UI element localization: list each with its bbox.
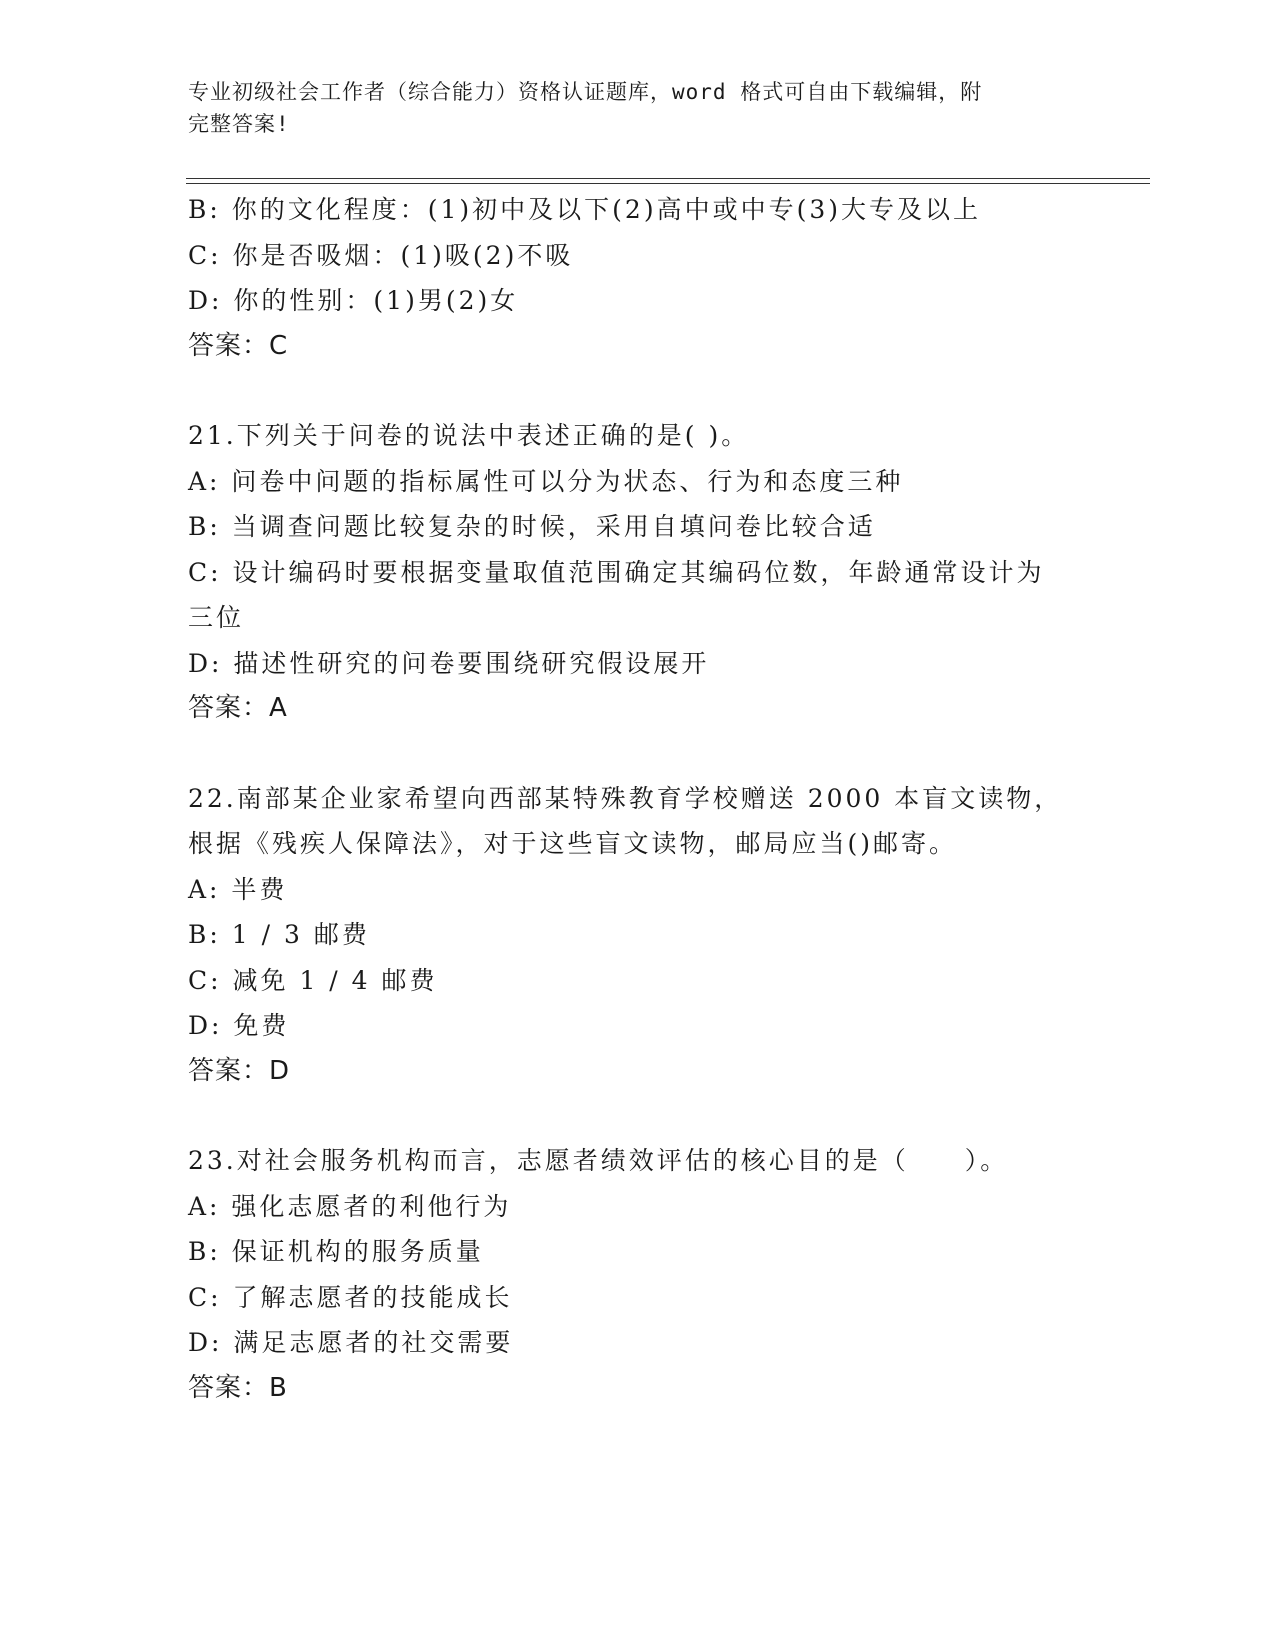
option-c: C: 设计编码时要根据变量取值范围确定其编码位数，年龄通常设计为 [188,557,1045,587]
option-d: D: 描述性研究的问卷要围绕研究假设展开 [188,648,710,678]
spacer [188,369,1088,413]
spacer [188,1094,1088,1138]
option-c-continued: 三位 [188,603,245,632]
question-block-21 [188,413,1088,732]
option-b: B: 1 / 3 邮费 [188,920,370,949]
option-a: A: 强化志愿者的利他行为 [188,1191,512,1221]
option-c: C: 了解志愿者的技能成长 [188,1282,513,1312]
option-d: D: 满足志愿者的社交需要 [188,1328,514,1357]
question-stem: 21.下列关于问卷的说法中表述正确的是( )。 [188,421,750,450]
option-d: D: 免费 [188,1011,290,1040]
answer-line: 答案：C [188,330,289,361]
option-b: B: 保证机构的服务质量 [188,1237,484,1266]
document-header [188,76,1068,140]
header-line-2: 完整答案! [188,112,290,136]
question-block-23 [188,1138,1088,1411]
question-list [188,187,1088,1411]
answer-line: 答案：A [188,693,288,723]
option-c: C: 减免 1 / 4 邮费 [188,965,438,995]
header-rule-top [186,178,1150,179]
header-rule-bottom [186,183,1150,184]
option-a: A: 问卷中问题的指标属性可以分为状态、行为和态度三种 [188,466,904,496]
option-b: B: 当调查问题比较复杂的时候，采用自填问卷比较合适 [188,512,876,541]
option-d: D: 你的性别：(1)男(2)女 [188,286,519,315]
question-stem-line-1: 22.南部某企业家希望向西部某特殊教育学校赠送 2000 本盲文读物， [188,783,1063,813]
option-b: B: 你的文化程度：(1)初中及以下(2)高中或中专(3)大专及以上 [188,195,981,224]
answer-line: 答案：B [188,1372,288,1403]
question-block-previous [188,187,1088,369]
question-stem-line-2: 根据《残疾人保障法》，对于这些盲文读物，邮局应当()邮寄。 [188,829,958,858]
header-line-1: 专业初级社会工作者（综合能力）资格认证题库，word 格式可自由下载编辑，附 [188,80,983,104]
option-a: A: 半费 [188,874,288,904]
spacer [188,732,1088,776]
question-block-22 [188,776,1088,1095]
question-stem: 23.对社会服务机构而言，志愿者绩效评估的核心目的是（ ）。 [188,1146,1009,1175]
option-c: C: 你是否吸烟：(1)吸(2)不吸 [188,240,574,270]
answer-line: 答案：D [188,1055,291,1086]
